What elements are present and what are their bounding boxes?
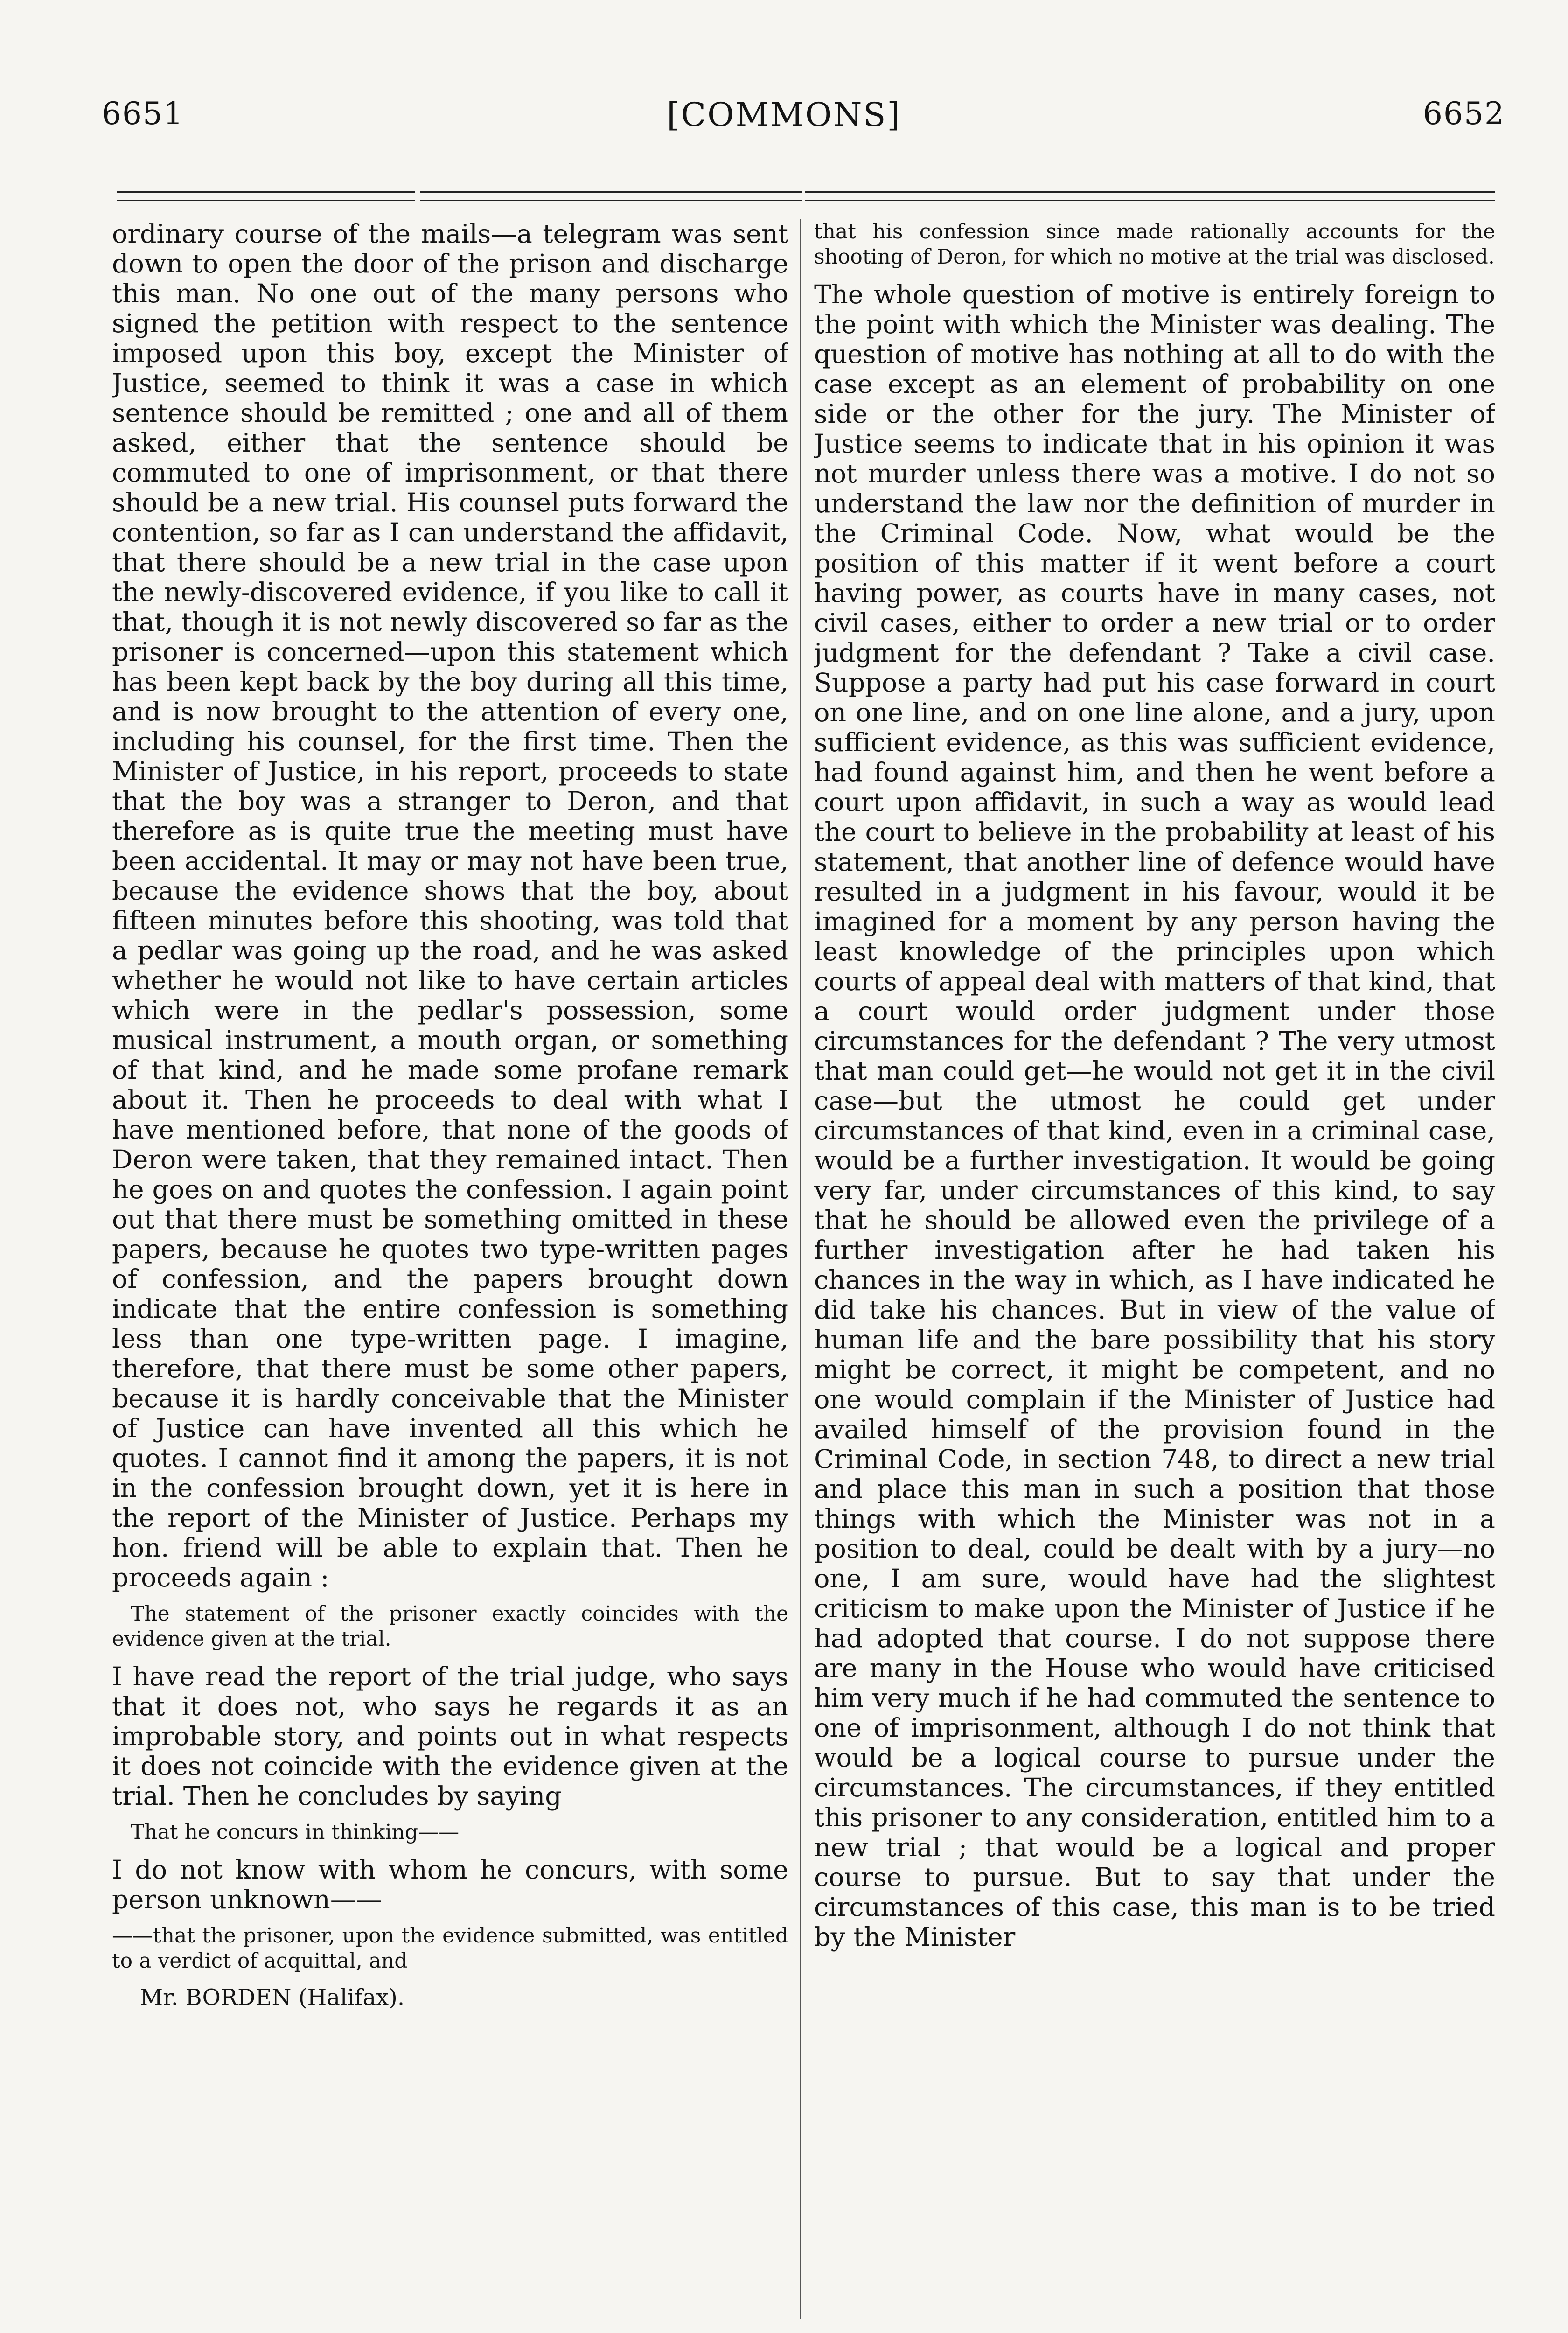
header-rule-right-bottom [805, 200, 1495, 201]
header-rule-left-bottom [117, 200, 415, 201]
right-column [814, 219, 1495, 1959]
left-quote-2: That he concurs in thinking—— [131, 1820, 460, 1844]
page-header [0, 96, 1568, 147]
speaker-attribution: Mr. BORDEN (Halifax). [140, 1984, 405, 2011]
left-quote-3: ——that the prisoner, upon the evidence submitted, was entitled to a verdict of acquittal, and [112, 1924, 788, 1973]
page-title: [COMMONS] [667, 96, 901, 134]
header-rule-mid-top [420, 191, 802, 193]
left-quote-1: The statement of the prisoner exactly coincides with the evidence given at the trial. [112, 1602, 788, 1651]
left-paragraph-1: ordinary course of the mails—a telegram was sent down to open the door of the prison and discharge this man. No one out of the many persons who signed the petition with respect to the sentence imposed upon this boy, except the Minister of Justice, seemed to think it was a case in which sentence should be remitted ; one and all of them asked, either that the sentence should be commuted to one of imprisonment, or that there should be a new trial. His counsel puts forward the contention, so far as I can understand the affidavit, that there should be a new trial in the case upon the newly-discovered evidence, if you like to call it that, though it is not newly discovered so far as the prisoner is concerned—upon this statement which has been kept back by the boy during all this time, and is now brought to the attention of every one, including his counsel, for the first time. Then the Minister of Justice, in his report, proceeds to state that the boy was a stranger to Deron, and that therefore as is quite true the meeting must have been accidental. It may or may not have been true, because the evidence shows that the boy, about fifteen minutes before this shooting, was told that a pedlar was going up the road, and he was asked whether he would not like to have certain articles which were in the pedlar's possession, some musical instrument, a mouth organ, or something of that kind, and he made some profane remark about it. Then he proceeds to deal with what I have mentioned before, that none of the goods of Deron were taken, that they remained intact. Then he goes on and quotes the confession. I again point out that there must be something omitted in these papers, because he quotes two type-written pages of confession, and the papers brought down indicate that the entire confession is something less than one type-written page. I imagine, therefore, that there must be some other papers, because it is hardly conceivable that the Minister of Justice can have invented all this which he quotes. I cannot find it among the papers, it is not in the confession brought down, yet it is here in the report of the Minister of Justice. Perhaps my hon. friend will be able to explain that. Then he proceeds again : [112, 219, 788, 1593]
header-rule-left-top [117, 191, 415, 193]
left-paragraph-2: I have read the report of the trial judge, who says that it does not, who says he regards it as an improbable story, and points out in what respects it does not coincide with the evidence given at the trial. Then he concludes by saying [112, 1662, 788, 1811]
column-divider [800, 219, 801, 2319]
page-number-left: 6651 [102, 96, 184, 132]
page-number-right: 6652 [1423, 96, 1505, 132]
header-rule-right-top [805, 191, 1495, 193]
right-paragraph-1: The whole question of motive is entirely foreign to the point with which the Minister was dealing. The question of motive has nothing at all to do with the case except as an element of probability on one side or the other for the jury. The Minister of Justice seems to indicate that in his opinion it was not murder unless there was a motive. I do not so understand the law nor the definition of murder in the Criminal Code. Now, what would be the position of this matter if it went before a court having power, as courts have in many cases, not civil cases, either to order a new trial or to order judgment for the defendant ? Take a civil case. Suppose a party had put his case forward in court on one line, and on one line alone, and a jury, upon sufficient evidence, as this was sufficient evidence, had found against him, and then he went before a court upon affidavit, in such a way as would lead the court to believe in the probability at least of his statement, that another line of defence would have resulted in a judgment in his favour, would it be imagined for a moment by any person having the least knowledge of the principles upon which courts of appeal deal with matters of that kind, that a court would order judgment under those circumstances for the defendant ? The very utmost that man could get—he would not get it in the civil case—but the utmost he could get under circumstances of that kind, even in a criminal case, would be a further investigation. It would be going very far, under circumstances of this kind, to say that he should be allowed even the privilege of a further investigation after he had taken his chances in the way in which, as I have indicated he did take his chances. But in view of the value of human life and the bare possibility that his story might be correct, it might be competent, and no one would complain if the Minister of Justice had availed himself of the provision found in the Criminal Code, in section 748, to direct a new trial and place this man in such a position that those things with which the Minister was not in a position to deal, could be dealt with by a jury—no one, I am sure, would have had the slightest criticism to make upon the Minister of Justice if he had adopted that course. I do not suppose there are many in the House who would have criticised him very much if he had commuted the sentence to one of imprisonment, although I do not think that would be a logical course to pursue under the circumstances. The circumstances, if they entitled this prisoner to any consideration, entitled him to a new trial ; that would be a logical and proper course to pursue. But to say that under the circumstances of this case, this man is to be tried by the Minister [814, 279, 1495, 1952]
right-quote-top: that his confession since made rationally accounts for the shooting of Deron, for which no motive at the trial was disclosed. [814, 220, 1495, 269]
left-paragraph-3: I do not know with whom he concurs, with some person unknown—— [112, 1855, 788, 1915]
header-rule-mid-bottom [420, 200, 802, 201]
left-column [112, 219, 788, 2018]
